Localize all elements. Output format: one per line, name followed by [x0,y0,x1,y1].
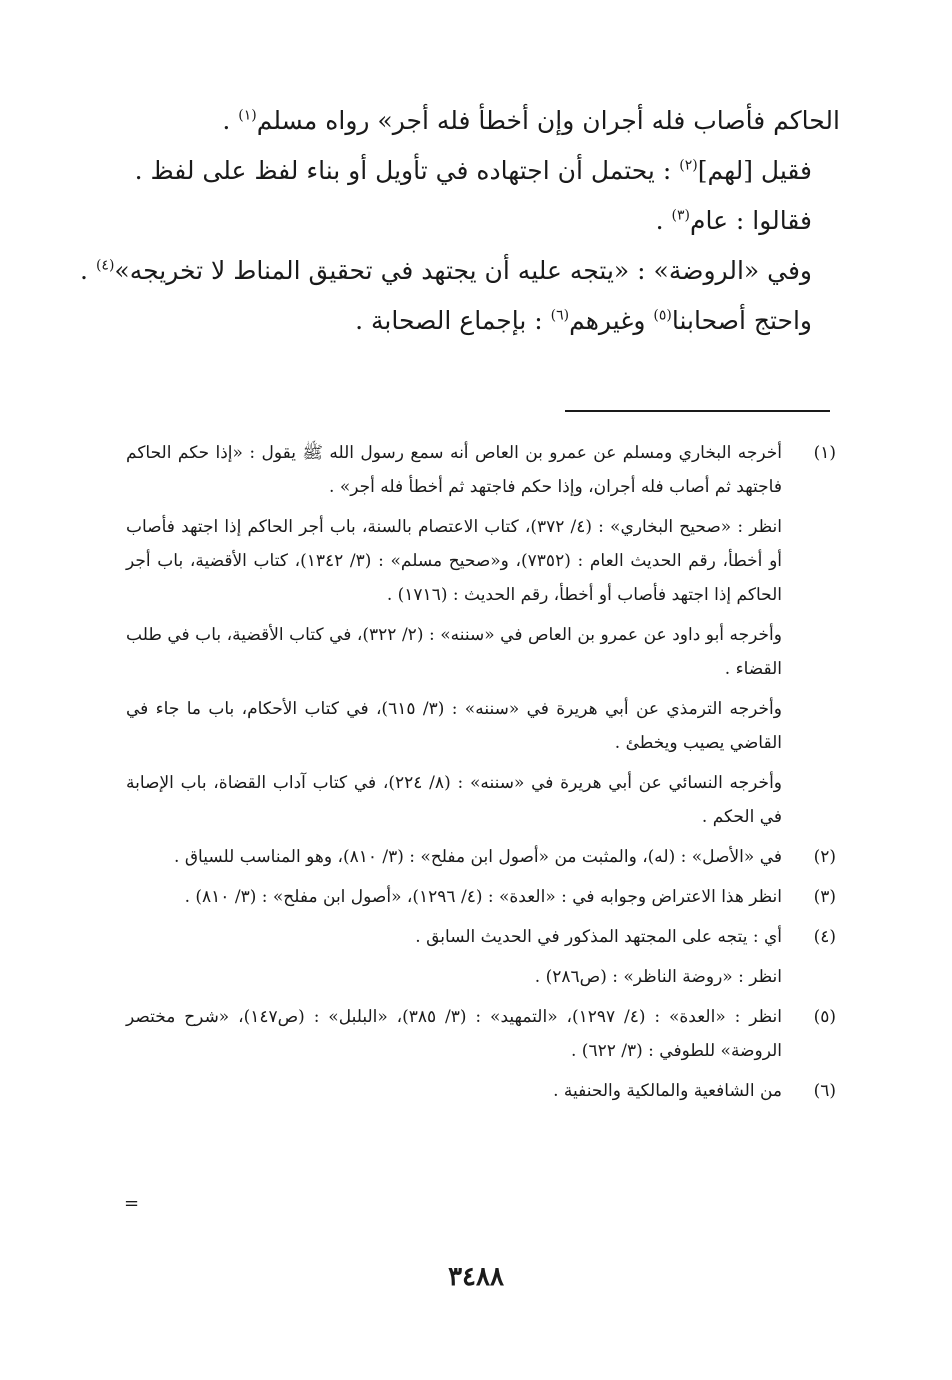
main-text-line [134,146,840,196]
main-text [80,96,840,346]
page-number: ٣٤٨٨ [448,1262,504,1292]
footnote-paragraph: من الشافعية والمالكية والحنفية . [553,1081,782,1101]
line-tail: : بإجماع الصحابة . [355,306,551,335]
footnote-ref: (٣) [671,207,690,224]
footnote-ref: (٥) [653,307,672,324]
footnote-paragraph: وأخرجه النسائي عن أبي هريرة في «سننه» : (٨/ ٢٢٤)، في كتاب آداب القضاة، باب الإصابة في الحكم . [126,773,782,827]
footnote-number: (٢) [813,847,836,867]
main-text-line [80,246,840,296]
line-tail: : يحتمل أن اجتهاده في تأويل أو بناء لفظ على لفظ . [134,156,680,185]
footnote-5 [126,1000,836,1068]
footnotes [126,436,836,1114]
footnote-6 [126,1074,836,1108]
footnote-ref: (٤) [95,257,115,274]
footnote-number: (٥) [813,1007,836,1027]
line-tail: . [222,106,239,135]
line-tail: . [80,256,96,285]
line-text: واحتج أصحابنا [671,306,812,335]
footnote-number: (٤) [813,927,836,947]
footnote-2 [126,840,836,874]
footnote-paragraph: وأخرجه أبو داود عن عمرو بن العاص في «سننه» : (٢/ ٣٢٢)، في كتاب الأقضية، باب في طلب القضاء . [126,625,782,679]
footnote-paragraph: في «الأصل» : (له)، والمثبت من «أصول ابن مفلح» : (٣/ ٨١٠)، وهو المناسب للسياق . [174,847,782,867]
main-text-line [140,96,840,146]
line-text: فقيل [لهم] [697,156,812,185]
footnote-number: (٣) [813,887,836,907]
footnote-paragraph: انظر هذا الاعتراض وجوابه في : «العدة» : (٤/ ١٢٩٦)، «أصول ابن مفلح» : (٣/ ٨١٠) . [184,887,782,907]
footnote-paragraph: أي : يتجه على المجتهد المذكور في الحديث السابق . [415,927,782,947]
line-tail: . [655,206,672,235]
footnote-paragraph: انظر : «روضة الناظر» : (ص٢٨٦) . [534,967,782,987]
footnote-paragraph: أخرجه البخاري ومسلم عن عمرو بن العاص أنه سمع رسول الله ﷺ يقول : «إذا حكم الحاكم فاجتهد ثم أصاب فله أجران، وإذا حكم فاجتهد ثم أخطأ فله أجر» . [126,443,782,497]
line-text: وغيرهم [569,306,654,335]
footnote-paragraph: انظر : «العدة» : (٤/ ١٢٩٧)، «التمهيد» : (٣/ ٣٨٥)، «البلبل» : (ص١٤٧)، «شرح مختصر الروضة» للطوفي : (٣/ ٦٢٢) . [126,1007,782,1061]
main-text-line [140,196,840,246]
continuation-mark: = [124,1193,140,1214]
line-text: فقالوا : عام [689,206,812,235]
footnote-paragraph: انظر : «صحيح البخاري» : (٤/ ٣٧٢)، كتاب الاعتصام بالسنة، باب أجر الحاكم إذا اجتهد فأصاب أو أخطأ، رقم الحديث العام : (٧٣٥٢)، و«صحيح مسلم» : (٣/ ١٣٤٢)، كتاب الأقضية، باب أجر الحاكم إذا اجتهد فأصاب أو أخطأ، رقم الحديث : (١٧١٦) . [126,517,782,605]
main-text-line [140,296,840,346]
line-text: الحاكم فأصاب فله أجران وإن أخطأ فله أجر» رواه مسلم [256,106,840,135]
footnote-ref: (٢) [679,157,698,174]
footnote-separator [565,410,830,412]
footnote-4 [126,920,836,994]
line-text: وفي «الروضة» : «يتجه عليه أن يجتهد في تحقيق المناط لا تخريجه» [114,256,812,285]
footnote-ref: (١) [238,107,257,124]
footnote-1 [126,436,836,834]
footnote-number: (١) [813,443,836,463]
footnote-paragraph: وأخرجه الترمذي عن أبي هريرة في «سننه» : (٣/ ٦١٥)، في كتاب الأحكام، باب ما جاء في القاضي يصيب ويخطئ . [126,699,782,753]
footnote-ref: (٦) [550,307,570,324]
footnote-3 [126,880,836,914]
footnote-number: (٦) [813,1081,836,1101]
